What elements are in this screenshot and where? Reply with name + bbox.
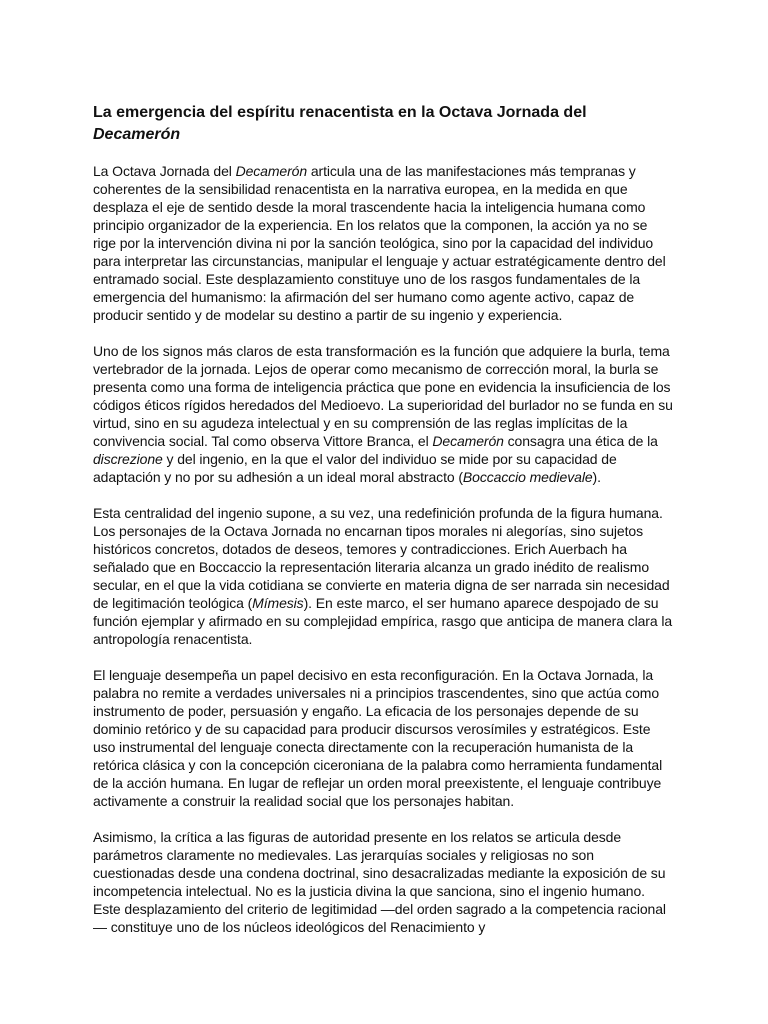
paragraph-text: Uno de los signos más claros de esta transformación es la función que adquiere la burla, tema vertebrador de la jornada. Lejos de operar como mecanismo de corrección moral, la burla se presenta como una forma de inteligencia práctica que pone en evidencia la insuficiencia de los códigos éticos rígidos heredados del Medioevo. La superioridad del burlador no se funda en su virtud, sino en su agudeza intelectual y en su comprensión de las reglas implícitas de la convivencia social. Tal como observa Vittore Branca, el [93,343,673,449]
paragraph-text: ). En este marco, el ser humano aparece despojado de su función ejemplar y afirmado en su complejidad empírica, rasgo que anticipa de manera clara la antropología renacentista. [93,595,673,647]
paragraph-1 [93,162,673,324]
document-title [93,102,673,146]
paragraph-text: ). [592,469,601,485]
paragraph-text: Asimismo, la crítica a las figuras de autoridad presente en los relatos se articula desde parámetros claramente no medievales. Las jerarquías sociales y religiosas no son cuestionadas desde una condena doctrinal, sino desacralizadas mediante la exposición de su incompetencia intelectual. No es la justicia divina la que sanciona, sino el ingenio humano. Este desplazamiento del criterio de legitimidad —del orden sagrado a la competencia racional— constituye uno de los núcleos ideológicos del Renacimiento y [93,829,666,935]
paragraph-text: y del ingenio, en la que el valor del individuo se mide por su capacidad de adaptación y no por su adhesión a un ideal moral abstracto ( [93,451,617,485]
italic-text: Boccaccio medievale [462,469,593,485]
paragraph-text: consagra una ética de la [503,433,658,449]
title-line-1: La emergencia del espíritu renacentista en la Octava Jornada del [93,104,587,121]
italic-text: Mímesis [252,595,304,611]
paragraph-5 [93,828,673,936]
paragraph-4 [93,666,673,810]
paragraph-text: articula una de las manifestaciones más tempranas y coherentes de la sensibilidad renacentista en la narrativa europea, en la medida en que desplaza el eje de sentido desde la moral trascendente hacia la inteligencia humana como principio organizador de la experiencia. En los relatos que la componen, la acción ya no se rige por la intervención divina ni por la sanción teológica, sino por la capacidad del individuo para interpretar las circunstancias, manipular el lenguaje y actuar estratégicamente dentro del entramado social. Este desplazamiento constituye uno de los rasgos fundamentales de la emergencia del humanismo: la afirmación del ser humano como agente activo, capaz de producir sentido y de modelar su destino a partir de su ingenio y experiencia. [93,163,666,323]
paragraph-text: Esta centralidad del ingenio supone, a su vez, una redefinición profunda de la figura humana. Los personajes de la Octava Jornada no encarnan tipos morales ni alegorías, sino sujetos históricos concretos, dotados de deseos, temores y contradicciones. Erich Auerbach ha señalado que en Boccaccio la representación literaria alcanza un grado inédito de realismo secular, en el que la vida cotidiana se convierte en materia digna de ser narrada sin necesidad de legitimación teológica ( [93,505,670,611]
italic-text: Decamerón [432,433,504,449]
document-page [93,102,673,954]
paragraph-text: La Octava Jornada del [93,163,236,179]
italic-text: Decamerón [235,163,308,179]
title-line-2: Decamerón [93,126,181,143]
paragraph-3 [93,504,673,648]
italic-text: discrezione [93,451,163,467]
paragraph-text: El lenguaje desempeña un papel decisivo en esta reconfiguración. En la Octava Jornada, la palabra no remite a verdades universales ni a principios trascendentes, sino que actúa como instrumento de poder, persuasión y engaño. La eficacia de los personajes depende de su dominio retórico y de su capacidad para producir discursos verosímiles y estratégicos. Este uso instrumental del lenguaje conecta directamente con la recuperación humanista de la retórica clásica y con la concepción ciceroniana de la palabra como herramienta fundamental de la acción humana. En lugar de reflejar un orden moral preexistente, el lenguaje contribuye activamente a construir la realidad social que los personajes habitan. [93,667,663,809]
paragraph-2 [93,342,673,486]
